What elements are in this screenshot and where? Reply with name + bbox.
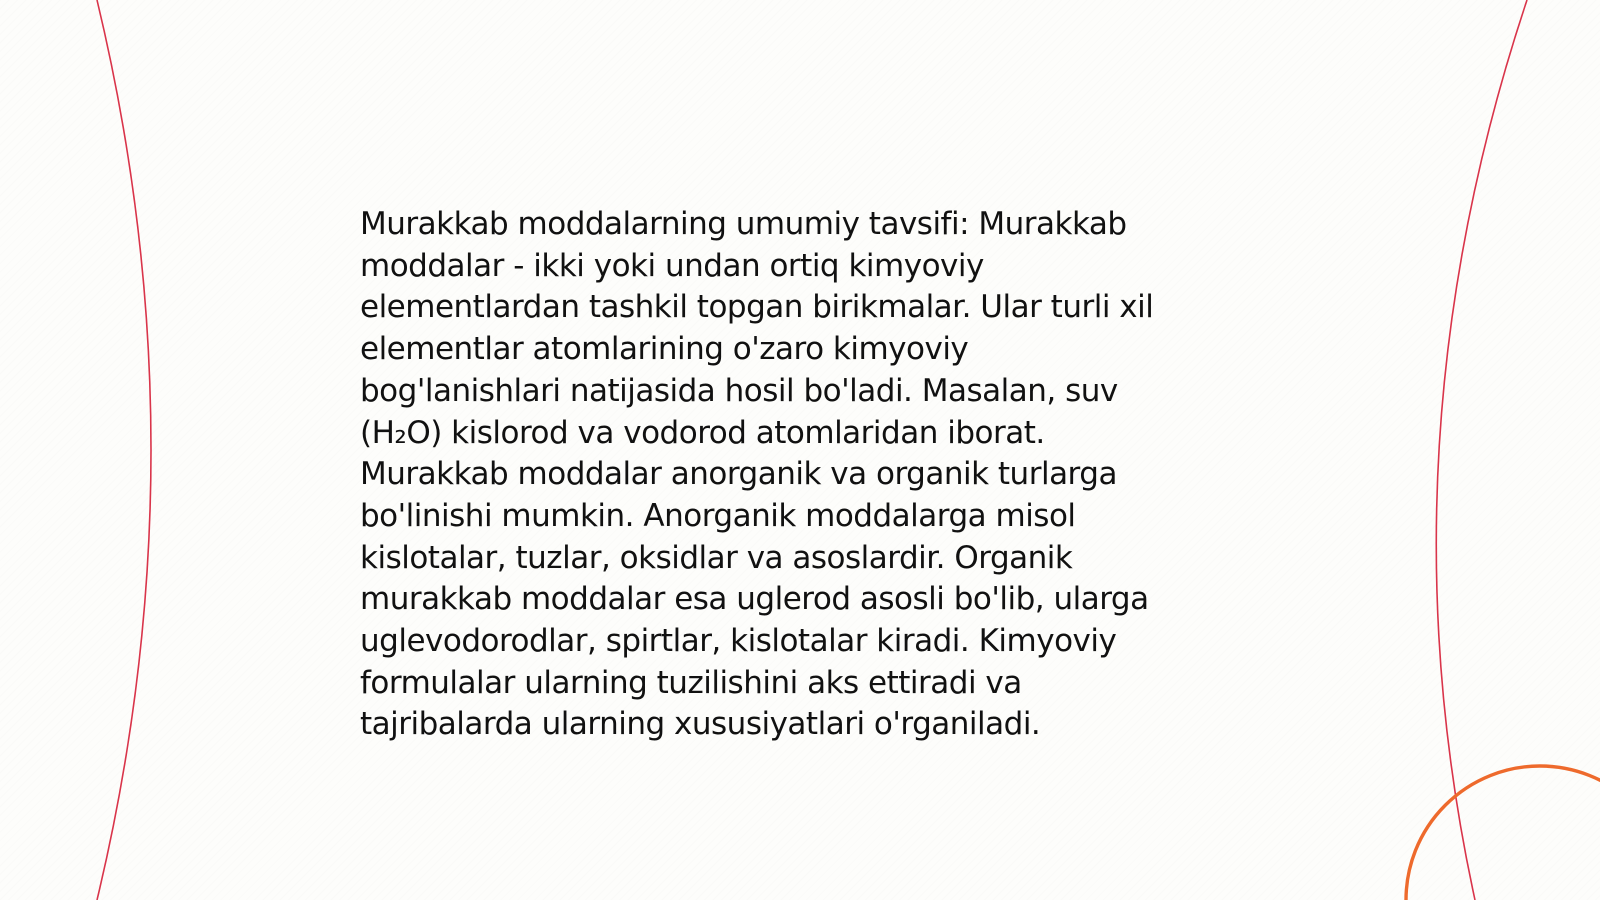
corner-arc-circle — [1406, 766, 1600, 900]
right-curve-line — [1436, 0, 1527, 900]
left-curve-line — [97, 0, 151, 900]
slide-body-text: Murakkab moddalarning umumiy tavsifi: Murakkab moddalar - ikki yoki undan ortiq kimyoviy elementlardan tashkil topgan birikmalar. Ular turli xil elementlar atomlarining o'zaro kimyoviy bog'lanishlari natijasida hosil bo'ladi. Masalan, suv (H₂O) kislorod va vodorod atomlaridan iborat. Murakkab moddalar anorganik va organik turlarga bo'linishi mumkin. Anorganik moddalarga misol kislotalar, tuzlar, oksidlar va asoslardir. Organik murakkab moddalar esa uglerod asosli bo'lib, ularga uglevodorodlar, spirtlar, kislotalar kiradi. Kimyoviy formulalar ularning tuzilishini aks ettiradi va tajribalarda ularning xususiyatlari o'rganiladi. — [360, 206, 1154, 743]
